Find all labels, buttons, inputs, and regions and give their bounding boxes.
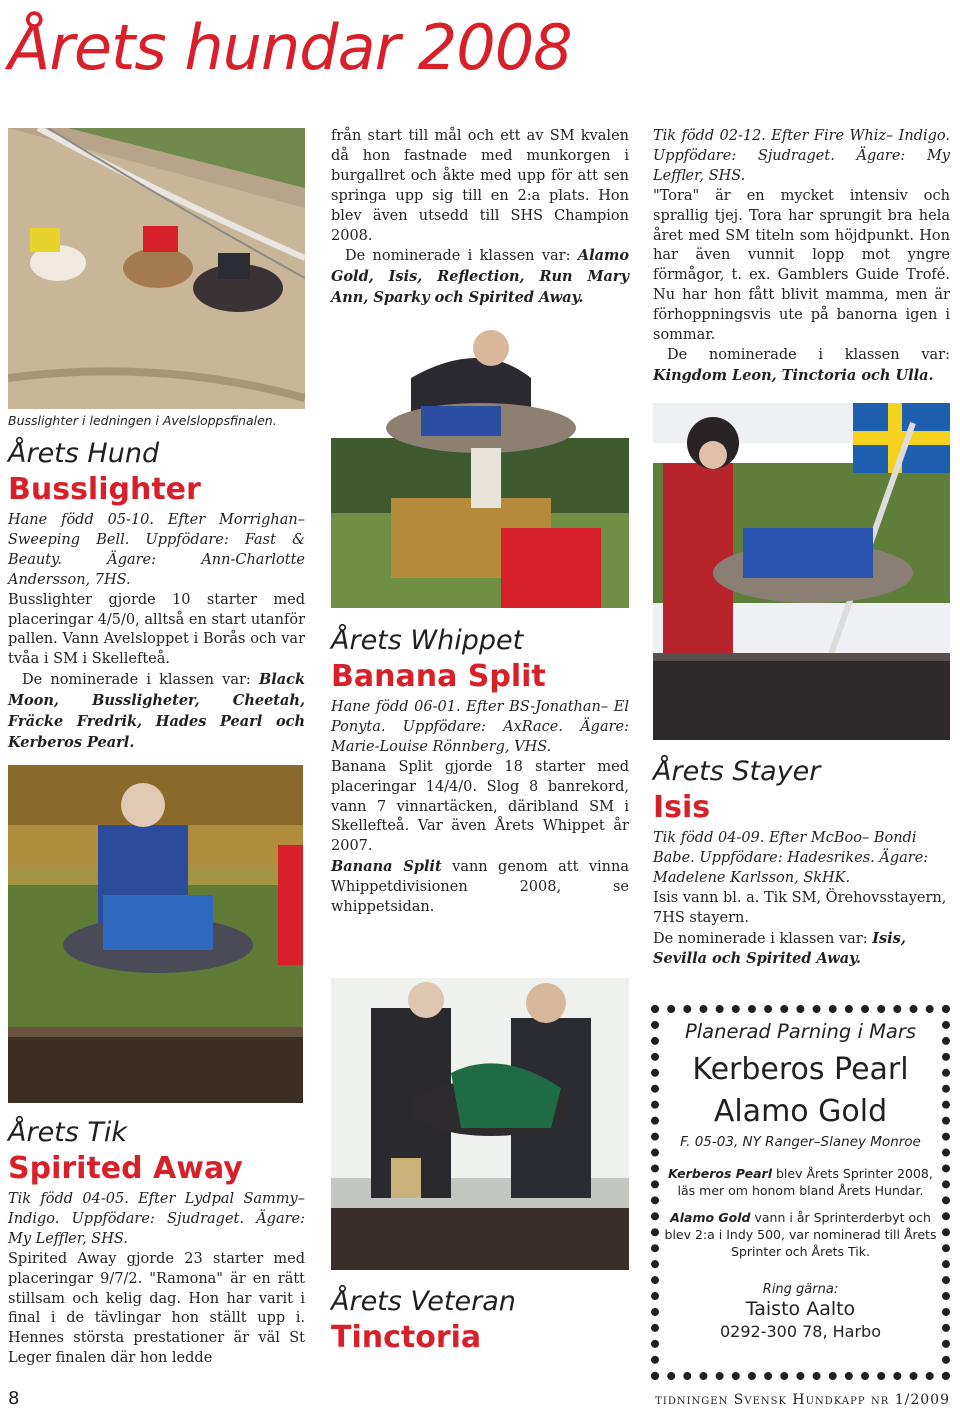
article-isis xyxy=(653,829,950,970)
article-spirited-away xyxy=(8,1190,305,1369)
photo-woman-with-dog xyxy=(8,765,303,1103)
photo-stayer-with-flag xyxy=(653,403,950,740)
pedigree-text: Tik född 04-09. Efter McBoo– Bondi Babe. Uppfödare: Hadesrikes. Ägare: Madelene Karlsson, SkHK. xyxy=(653,830,929,886)
award-title-hund: Årets Hund xyxy=(8,438,160,469)
dog-name-isis: Isis xyxy=(653,790,711,825)
dog-name-busslighter: Busslighter xyxy=(8,472,201,507)
dog-name-tinctoria: Tinctoria xyxy=(331,1320,482,1355)
body-text: "Tora" är en mycket intensiv och sprallig tjej. Tora har sprungit bra hela året med SM titeln som höjdpunkt. Hon har även vunnit lopp mot yngre förmågor, t. ex. Gamblers Guide Trofé. Nu har hon fått blivit mamma, men är förhoppningsvis ute på banorna igen i sommar. xyxy=(653,187,950,344)
body-text-2-rest: vann genom att vinna Whippetdivisionen 2008, se whippetsidan. xyxy=(331,859,629,916)
ad-heading: Planerad Parning i Mars xyxy=(684,1020,917,1043)
nominees-text xyxy=(653,346,950,387)
award-title-stayer: Årets Stayer xyxy=(653,756,821,787)
article-spirited-away-continued xyxy=(331,127,629,309)
nominees-label: De nominerade i klassen var: xyxy=(653,930,868,947)
photo-race-track xyxy=(8,128,305,409)
ad-contact-phone: 0292-300 78, Harbo xyxy=(719,1322,881,1341)
dog-name-spirited-away: Spirited Away xyxy=(8,1151,243,1186)
body-text: Isis vann bl. a. Tik SM, Örehovsstayern, 7HS stayern. xyxy=(653,889,947,926)
ad-contact-name: Taisto Aalto xyxy=(745,1298,856,1320)
pedigree-text: Hane född 06-01. Efter BS-Jonathan– El Ponyta. Uppfödare: AxRace. Ägare: Marie-Louise Rönnberg, VHS. xyxy=(331,699,629,755)
body-text: från start till mål och ett av SM kvalen då hon fastnade med munkorgen i burgallret och åkte med upp för att sen springa upp sig till en 2:a plats. Hon blev även utsedd till SHS Champion 2008. xyxy=(331,128,629,244)
article-banana-split xyxy=(331,698,629,918)
ad-sire-name: Kerberos Pearl xyxy=(692,1052,909,1087)
dog-name-banana-split: Banana Split xyxy=(331,659,546,694)
nominees-names: Alamo Gold, Isis, Reflection, Run Mary Ann, Sparky och Spirited Away. xyxy=(331,247,629,307)
article-tora xyxy=(653,127,950,387)
photo-veteran-trophy xyxy=(331,978,629,1270)
nominees-text xyxy=(8,670,305,754)
award-title-tik: Årets Tik xyxy=(8,1117,128,1148)
nominees-label: De nominerade i klassen var: xyxy=(667,346,950,363)
award-title-veteran: Årets Veteran xyxy=(331,1286,516,1317)
ad-dam-description xyxy=(661,1209,940,1260)
advertisement-content xyxy=(661,1019,940,1343)
photo-caption: Busslighter i ledningen i Avelsloppsfinalen. xyxy=(8,413,277,428)
nominees-names: Black Moon, Bussligheter, Cheetah, Fräcke Fredrik, Hades Pearl och Kerberos Pearl. xyxy=(8,671,305,751)
ad-sire-label: Kerberos Pearl xyxy=(668,1166,772,1181)
ad-pedigree: F. 05-03, NY Ranger–Slaney Monroe xyxy=(680,1134,921,1150)
body-text: Busslighter gjorde 10 starter med placeringar 4/5/0, alltså en start utanför pallen. Vann Avelsloppet i Borås och var tvåa i SM i Skellefteå. xyxy=(8,591,305,668)
pedigree-text: Tik född 04-05. Efter Lydpal Sammy– Indigo. Uppfödare: Sjudraget. Ägare: My Leffler, SHS. xyxy=(8,1191,305,1247)
nominees-names: Kingdom Leon, Tinctoria och Ulla. xyxy=(653,366,934,384)
ad-dam-text: vann i år Sprinterderbyt och blev 2:a i Indy 500, var nominerad till Årets Sprinter och Årets Tik. xyxy=(664,1210,937,1259)
body-text: Spirited Away gjorde 23 starter med placeringar 9/7/2. "Ramona" är en rätt stillsam och kelig dag. Hon har varit i final i de tävlingar hon ställt upp i. Hennes största prestationer är väl St Leger finalen där hon ledde xyxy=(8,1250,305,1367)
nominees-label: De nominerade i klassen var: xyxy=(22,672,251,689)
nominees-label: De nominerade i klassen var: xyxy=(345,248,571,265)
photo-whippet-podium xyxy=(331,318,629,608)
ad-dam-name: Alamo Gold xyxy=(713,1094,888,1129)
pedigree-text: Hane född 05-10. Efter Morrighan– Sweeping Bell. Uppfödare: Fast & Beauty. Ägare: Ann-Charlotte Andersson, 7HS. xyxy=(8,512,305,588)
nominees-text xyxy=(653,929,950,971)
magazine-footer: tidningen Svensk Hundkapp nr 1/2009 xyxy=(655,1392,950,1408)
article-busslighter xyxy=(8,511,305,754)
ad-sire-text: blev Årets Sprinter 2008, läs mer om honom bland Årets Hundar. xyxy=(677,1166,933,1198)
body-text: Banana Split gjorde 18 starter med placeringar 14/4/0. Slog 8 banrekord, vann 7 vinnartäcken, däribland SM i Skellefteå. Var även Årets Whippet år 2007. xyxy=(331,758,629,855)
ad-call-label: Ring gärna: xyxy=(762,1282,839,1297)
nominees-names: Isis, Sevilla och Spirited Away. xyxy=(653,929,906,968)
body-text-2 xyxy=(331,857,629,918)
inline-dog-name: Banana Split xyxy=(331,858,442,876)
ad-sire-description xyxy=(661,1165,940,1199)
page-title: Årets hundar 2008 xyxy=(8,11,572,84)
ad-dam-label: Alamo Gold xyxy=(670,1210,751,1225)
nominees-text xyxy=(331,246,629,309)
pedigree-text: Tik född 02-12. Efter Fire Whiz– Indigo. Uppfödare: Sjudraget. Ägare: My Leffler, SHS. xyxy=(653,128,950,184)
breeding-advertisement xyxy=(651,1005,950,1380)
award-title-whippet: Årets Whippet xyxy=(331,625,524,656)
page-number: 8 xyxy=(8,1388,20,1409)
